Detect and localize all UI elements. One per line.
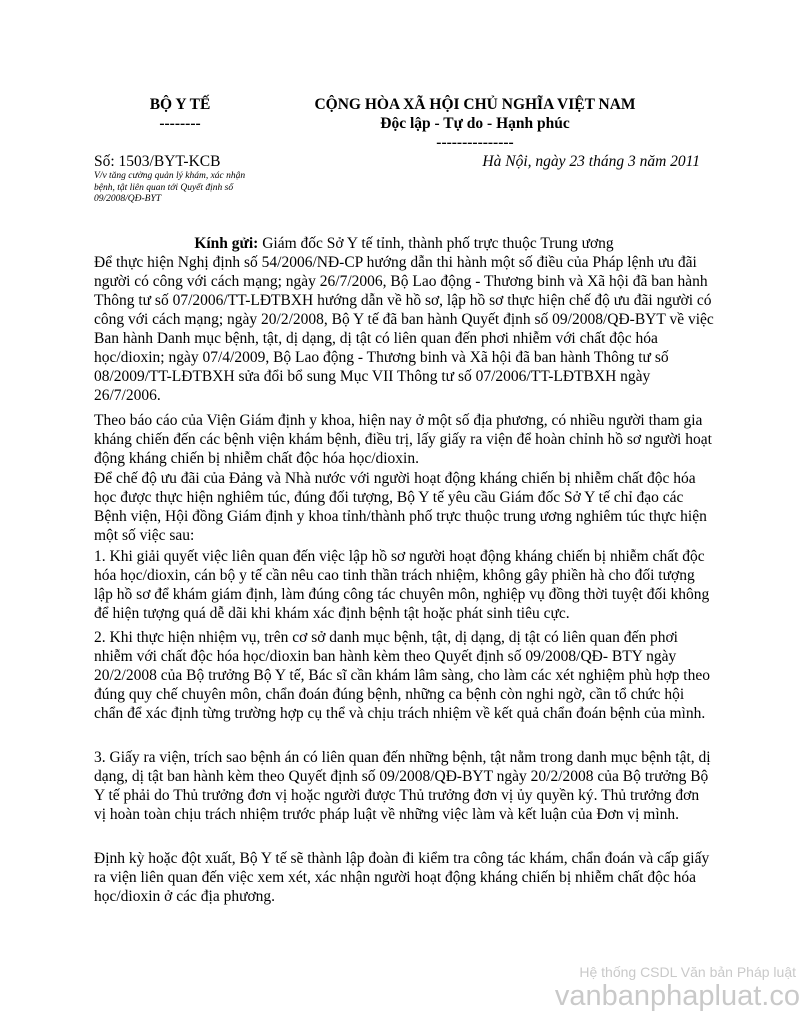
agency-name: BỘ Y TẾ [149,96,211,113]
body-paragraph-inspection: Định kỳ hoặc đột xuất, Bộ Y tế sẽ thành lập đoàn đi kiểm tra công tác khám, chẩn đoán và cấp giấy ra viện liên quan đến việc xem xét, xác nhận người hoạt động kháng chiến bị nhiễm chất độc hóa học/dioxin ở các địa phương. [94,850,710,905]
body-paragraph-report: Theo báo cáo của Viện Giám định y khoa, hiện nay ở một số địa phương, có nhiều người tham gia kháng chiến đến các bệnh viện khám bệnh, điều trị, lấy giấy ra viện để hoàn chỉnh hồ sơ người hoạt động kháng chiến bị nhiễm chất độc hóa học/dioxin. [94,412,712,467]
body-paragraph-request: Để chế độ ưu đãi của Đảng và Nhà nước với người hoạt động kháng chiến bị nhiễm chất độc hóa học được thực hiện nghiêm túc, đúng đối tượng, Bộ Y tế yêu cầu Giám đốc Sở Y tế chỉ đạo các Bệnh viện, Hội đồng Giám định y khoa tỉnh/thành phố trực thuộc trung ương nghiêm túc thực hiện một số việc sau: [94,470,707,544]
agency-divider: -------- [159,115,201,132]
motto-divider: --------------- [436,134,514,151]
watermark-caption: Hệ thống CSDL Văn bản Pháp luật [579,964,796,980]
document-subject: V/v tăng cường quản lý khám, xác nhận bệnh, tật liên quan tới Quyết định số 09/2008/QĐ-BYT [94,171,246,204]
body-paragraph-legal-basis: Để thực hiện Nghị định số 54/2006/NĐ-CP hướng dẫn thi hành một số điều của Pháp lệnh ưu đãi người có công với cách mạng; ngày 26/7/2006, Bộ Lao động - Thương binh và Xã hội đã ban hành Thông tư số 07/2006/TT-LĐTBXH hướng dẫn về hồ sơ, lập hồ sơ thực hiện chế độ ưu đãi người có công với cách mạng; ngày 20/2/2008, Bộ Y tế đã ban hành Quyết định số 09/2008/QĐ-BYT về việc Ban hành Danh mục bệnh, tật, dị dạng, dị tật có liên quan đến phơi nhiễm với chất độc hóa học/dioxin; ngày 07/4/2009, Bộ Lao động - Thương binh và Xã hội đã ban hành Thông tư số 08/2009/TT-LĐTBXH sửa đổi bổ sung Mục VII Thông tư số 07/2006/TT-LĐTBXH ngày 26/7/2006. [94,254,714,404]
body-paragraph-item-1: 1. Khi giải quyết việc liên quan đến việc lập hồ sơ người hoạt động kháng chiến bị nhiễm chất độc hóa học/dioxin, cán bộ y tế cần nêu cao tinh thần trách nhiệm, không gây phiền hà cho đối tượng lập hồ sơ để khám giám định, làm đúng công tác chuyên môn, nghiệp vụ đồng thời tuyệt đối không để hiện tượng quá dễ dãi khi khám xác định bệnh tật hoặc phát sinh tiêu cực. [94,548,710,622]
place-and-date: Hà Nội, ngày 23 tháng 3 năm 2011 [482,153,700,170]
recipient-label: Kính gửi: [194,235,259,252]
recipient-line [94,234,714,253]
body-paragraph-item-3: 3. Giấy ra viện, trích sao bệnh án có liên quan đến những bệnh, tật nằm trong danh mục bệnh tật, dị dạng, dị tật ban hành kèm theo Quyết định số 09/2008/QĐ-BYT ngày 20/2/2008 của Bộ trưởng Bộ Y tế phải do Thủ trưởng đơn vị hoặc người được Thủ trưởng đơn vị ủy quyền ký. Thủ trưởng đơn vị hoàn toàn chịu trách nhiệm trước pháp luật về những việc làm và kết luận của Đơn vị mình. [94,749,711,823]
recipient-text: Giám đốc Sở Y tế tỉnh, thành phố trực thuộc Trung ương [262,235,614,252]
national-motto: Độc lập - Tự do - Hạnh phúc [380,115,570,132]
document-number: Số: 1503/BYT-KCB [94,153,221,170]
body-paragraph-item-2: 2. Khi thực hiện nhiệm vụ, trên cơ sở danh mục bệnh, tật, dị dạng, dị tật có liên quan đến phơi nhiễm với chất độc hóa học/dioxin ban hành kèm theo Quyết định số 09/2008/QĐ- BTY ngày 20/2/2008 của Bộ trưởng Bộ Y tế, Bác sĩ cần khám lâm sàng, cho làm các xét nghiệm phù hợp theo đúng quy chế chuyên môn, chẩn đoán đúng bệnh, những ca bệnh còn nghi ngờ, cần tổ chức hội chẩn để xác định từng trường hợp cụ thể và chịu trách nhiệm về kết quả chẩn đoán bệnh của mình. [94,629,710,722]
watermark-site-link[interactable]: vanbanphapluat.co [554,980,800,1012]
national-title: CỘNG HÒA XÃ HỘI CHỦ NGHĨA VIỆT NAM [314,96,636,113]
